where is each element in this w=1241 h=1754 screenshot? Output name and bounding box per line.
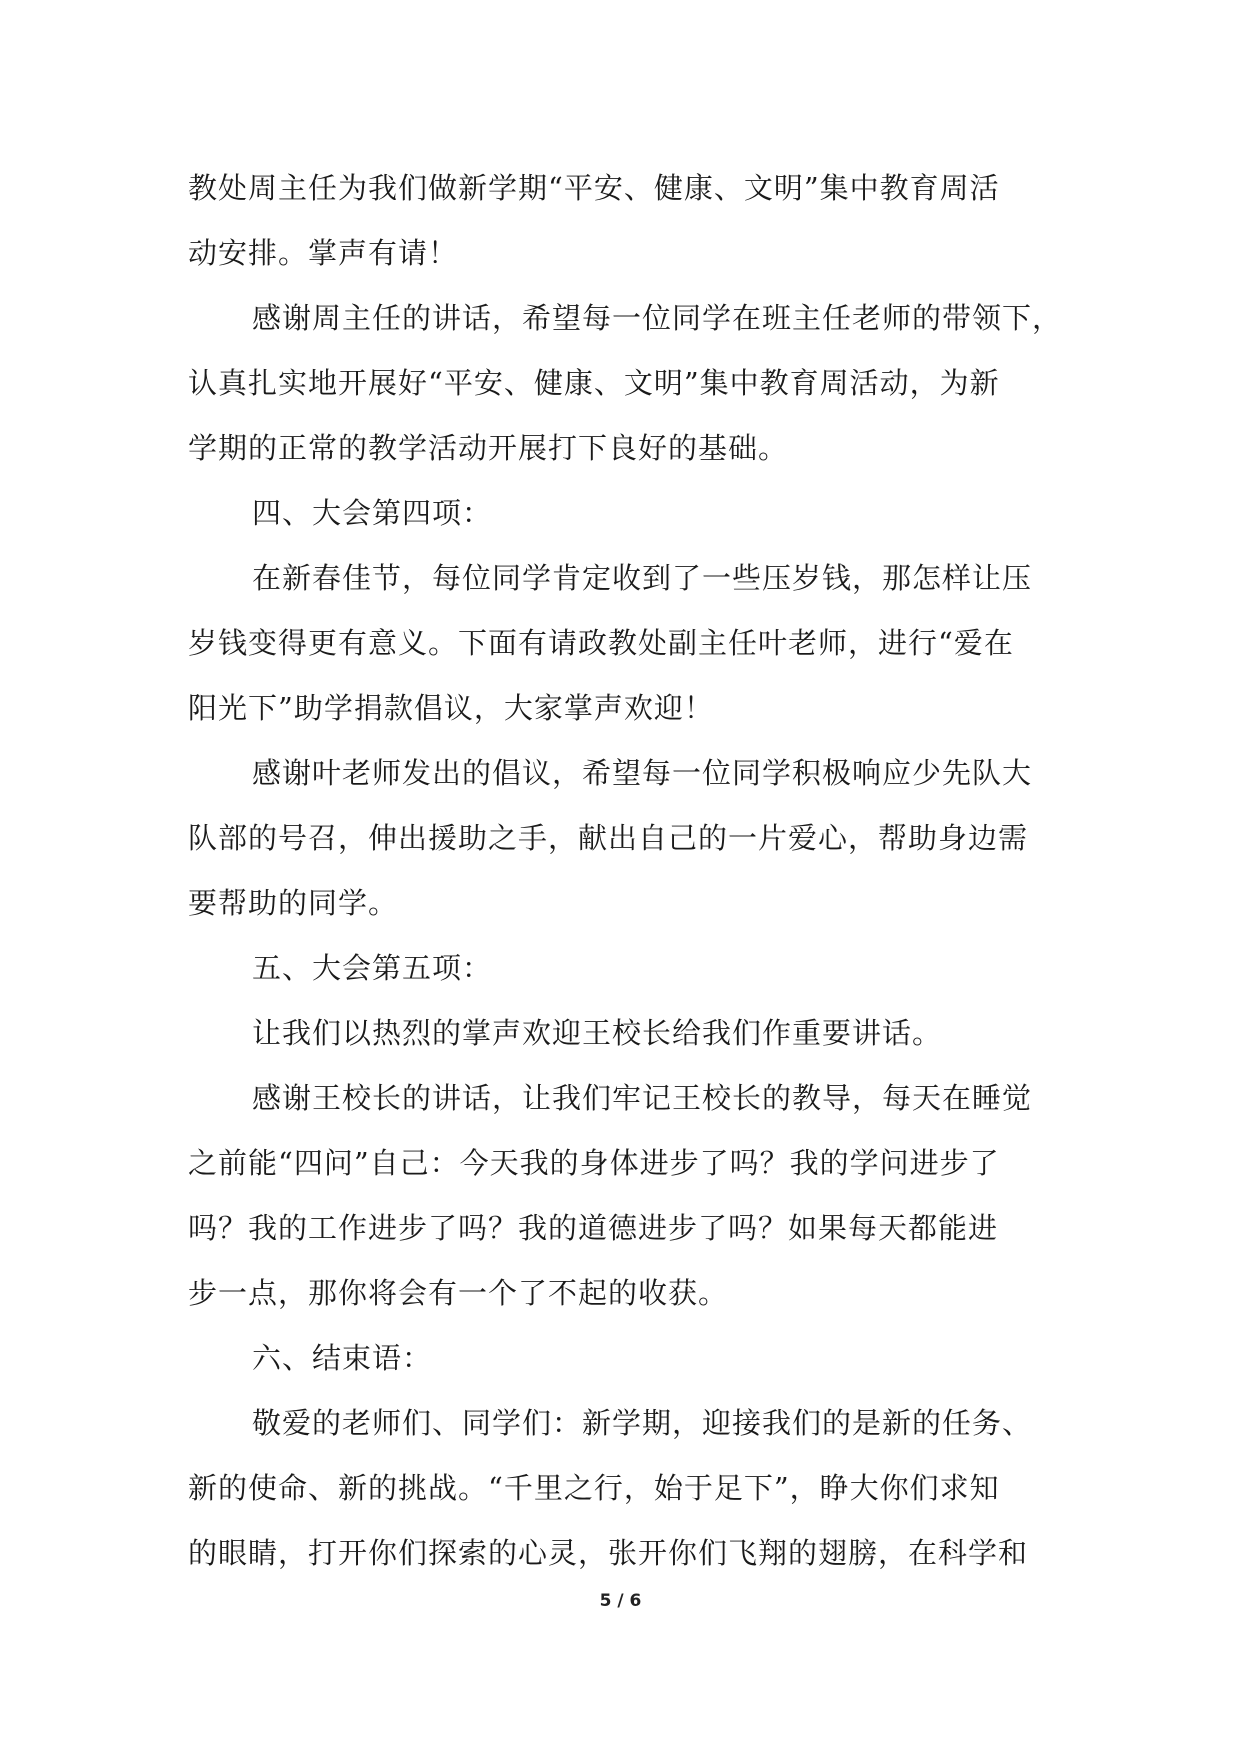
text-line: 在新春佳节，每位同学肯定收到了一些压岁钱，那怎样让压 xyxy=(252,561,1033,595)
text-line: 让我们以热烈的掌声欢迎王校长给我们作重要讲话。 xyxy=(252,1016,943,1050)
text-line: 感谢叶老师发出的倡议，希望每一位同学积极响应少先队大 xyxy=(252,756,1033,790)
document-body xyxy=(188,156,1088,1586)
section-heading: 六、结束语： xyxy=(252,1341,433,1375)
text-line: 认真扎实地开展好“平安、健康、文明”集中教育周活动，为新 xyxy=(188,366,1000,400)
text-line: 的眼睛，打开你们探索的心灵，张开你们飞翔的翅膀，在科学和 xyxy=(188,1536,1029,1570)
section-heading: 四、大会第四项： xyxy=(252,496,493,530)
text-line: 队部的号召，伸出援助之手，献出自己的一片爱心，帮助身边需 xyxy=(188,821,1029,855)
text-line: 岁钱变得更有意义。下面有请政教处副主任叶老师，进行“爱在 xyxy=(188,626,1014,660)
section-heading: 五、大会第五项： xyxy=(252,951,493,985)
text-line: 学期的正常的教学活动开展打下良好的基础。 xyxy=(188,431,789,465)
text-line: 阳光下”助学捐款倡议，大家掌声欢迎！ xyxy=(188,691,714,725)
text-line: 之前能“四问”自己：今天我的身体进步了吗？我的学问进步了 xyxy=(188,1146,1000,1180)
text-line: 吗？我的工作进步了吗？我的道德进步了吗？如果每天都能进 xyxy=(188,1211,999,1245)
text-line: 动安排。掌声有请！ xyxy=(188,236,459,270)
text-line: 敬爱的老师们、同学们：新学期，迎接我们的是新的任务、 xyxy=(252,1406,1033,1440)
text-line: 要帮助的同学。 xyxy=(188,886,399,920)
text-line: 教处周主任为我们做新学期“平安、健康、文明”集中教育周活 xyxy=(188,171,1000,205)
page-number: 5 / 6 xyxy=(599,1591,642,1611)
text-line: 感谢周主任的讲话，希望每一位同学在班主任老师的带领下， xyxy=(252,301,1063,335)
text-line: 感谢王校长的讲话，让我们牢记王校长的教导，每天在睡觉 xyxy=(252,1081,1033,1115)
text-line: 步一点，那你将会有一个了不起的收获。 xyxy=(188,1276,729,1310)
text-line: 新的使命、新的挑战。“千里之行，始于足下”，睁大你们求知 xyxy=(188,1471,1000,1505)
